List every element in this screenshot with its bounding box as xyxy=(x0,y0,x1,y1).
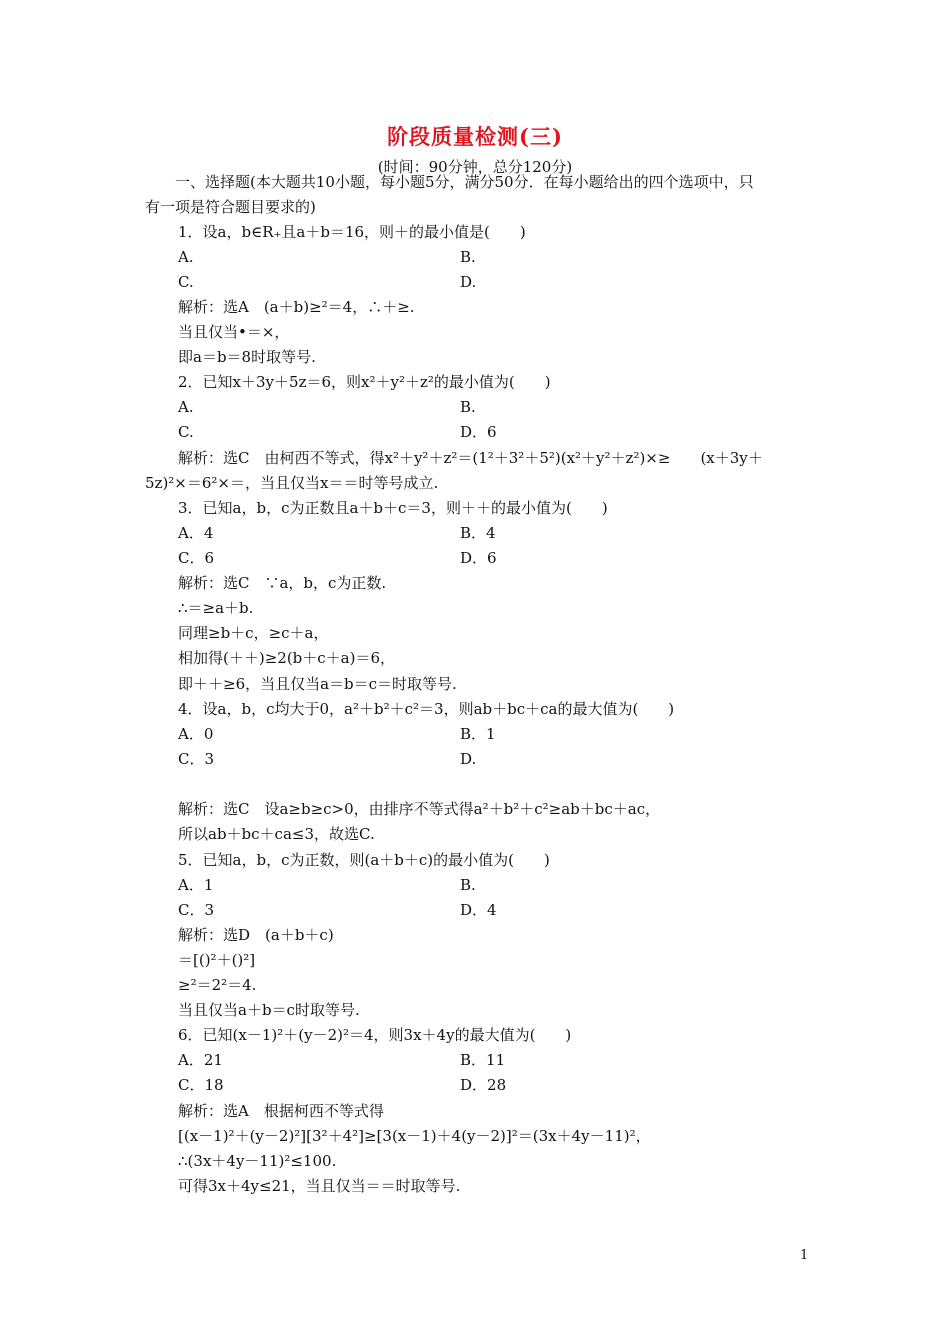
line-text: 1．设a，b∈R₊且a＋b＝16，则＋的最小值是( ) xyxy=(178,223,526,241)
line-text: 6．已知(x－1)²＋(y－2)²＝4，则3x＋4y的最大值为( ) xyxy=(178,1026,572,1044)
option-right: B．1 xyxy=(460,725,496,743)
line-text: 解析：选C 设a≥b≥c>0，由排序不等式得a²＋b²＋c²≥ab＋bc＋ac， xyxy=(178,800,661,818)
line-text: 5z)²×＝6²×＝，当且仅当x＝＝时等号成立. xyxy=(145,474,439,492)
line-text: ≥²＝2²＝4. xyxy=(178,976,257,994)
text-line xyxy=(178,950,255,970)
text-line xyxy=(178,372,551,392)
line-text: 5．已知a，b，c为正数，则(a＋b＋c)的最小值为( ) xyxy=(178,851,550,869)
exam-subtitle: (时间：90分钟，总分120分) xyxy=(377,158,573,176)
option-right: D．28 xyxy=(460,1076,507,1094)
text-line xyxy=(178,1176,460,1196)
text-line xyxy=(178,1050,223,1070)
text-line xyxy=(178,699,674,719)
text-line xyxy=(178,297,415,317)
text-line xyxy=(178,623,328,643)
line-text: A．21 xyxy=(178,1051,223,1069)
text-line xyxy=(178,247,194,267)
text-line xyxy=(178,1151,336,1171)
option-right: B．4 xyxy=(460,524,496,542)
line-text: 2．已知x＋3y＋5z＝6，则x²＋y²＋z²的最小值为( ) xyxy=(178,373,551,391)
line-text: 同理≥b＋c，≥c＋a， xyxy=(178,624,329,642)
text-line xyxy=(178,448,763,468)
text-line xyxy=(145,197,316,217)
line-text: 解析：选C 由柯西不等式，得x²＋y²＋z²＝(1²＋3²＋5²)(x²＋y²＋z²)×≥ (x＋3y＋ xyxy=(178,449,763,467)
line-text: A．0 xyxy=(178,725,214,743)
option-right: D．6 xyxy=(460,423,497,441)
text-line xyxy=(178,648,395,668)
option-right: D．4 xyxy=(460,901,497,919)
text-line xyxy=(160,172,754,192)
text-line xyxy=(178,523,213,543)
line-text: ∴(3x＋4y－11)²≤100. xyxy=(178,1152,337,1170)
text-line xyxy=(178,598,253,618)
text-line xyxy=(178,875,213,895)
line-text: 即＋＋≥6，当且仅当a＝b＝c＝时取等号. xyxy=(178,675,457,693)
text-line xyxy=(178,674,457,694)
line-text: 相加得(＋＋)≥2(b＋c＋a)＝6， xyxy=(178,649,396,667)
text-line xyxy=(178,1025,571,1045)
line-text: 3．已知a，b，c为正数且a＋b＋c＝3，则＋＋的最小值为( ) xyxy=(178,499,608,517)
text-line xyxy=(178,573,386,593)
line-text: 所以ab＋bc＋ca≤3，故选C. xyxy=(178,825,375,843)
line-text: 解析：选A 根据柯西不等式得 xyxy=(178,1102,384,1120)
line-text: 当且仅当•＝×， xyxy=(178,323,290,341)
line-text: 解析：选D (a＋b＋c) xyxy=(178,926,334,944)
line-text: C．3 xyxy=(178,750,215,768)
option-right: B. xyxy=(460,398,476,416)
page-number: 1 xyxy=(800,1248,809,1263)
text-line xyxy=(178,422,194,442)
text-line xyxy=(178,925,334,945)
line-text: A．1 xyxy=(178,876,214,894)
text-line xyxy=(178,724,213,744)
line-text: C．6 xyxy=(178,549,215,567)
line-text: C．18 xyxy=(178,1076,224,1094)
line-text: A. xyxy=(178,398,194,416)
line-text: A. xyxy=(178,248,194,266)
text-line xyxy=(178,975,256,995)
line-text: ＝[()²＋()²] xyxy=(178,951,256,969)
text-line xyxy=(178,498,608,518)
text-line xyxy=(178,397,194,417)
line-text: 4．设a，b，c均大于0，a²＋b²＋c²＝3，则ab＋bc＋ca的最大值为( ) xyxy=(178,700,675,718)
text-line xyxy=(178,222,526,242)
option-right: D．6 xyxy=(460,549,497,567)
line-text: 解析：选A (a＋b)≥²＝4，∴＋≥. xyxy=(178,298,415,316)
text-line xyxy=(178,824,375,844)
line-text: C．3 xyxy=(178,901,215,919)
line-text: [(x－1)²＋(y－2)²][3²＋4²]≥[3(x－1)＋4(y－2)]²＝(3x＋4y－11)²， xyxy=(178,1127,651,1145)
text-line xyxy=(178,1126,651,1146)
line-text: A．4 xyxy=(178,524,214,542)
text-line xyxy=(178,900,214,920)
line-text: C. xyxy=(178,423,194,441)
line-text: 当且仅当a＋b＝c时取等号. xyxy=(178,1001,360,1019)
option-right: D. xyxy=(460,273,477,291)
line-text: 可得3x＋4y≤21，当且仅当＝＝时取等号. xyxy=(178,1177,461,1195)
line-text: 即a＝b＝8时取等号. xyxy=(178,348,316,366)
line-text: 一、选择题(本大题共10小题，每小题5分，满分50分．在每小题给出的四个选项中，只 xyxy=(160,173,754,191)
option-right: B. xyxy=(460,876,476,894)
option-right: B. xyxy=(460,248,476,266)
text-line xyxy=(178,548,214,568)
text-line xyxy=(178,272,194,292)
text-line xyxy=(178,347,316,367)
line-text: ∴＝≥a＋b. xyxy=(178,599,254,617)
line-text: C. xyxy=(178,273,194,291)
text-line xyxy=(178,1000,360,1020)
text-line xyxy=(178,850,550,870)
text-line xyxy=(145,473,438,493)
text-line xyxy=(178,1075,224,1095)
text-line xyxy=(178,322,289,342)
text-line xyxy=(178,1101,384,1121)
line-text: 解析：选C ∵a，b，c为正数. xyxy=(178,574,387,592)
option-right: D. xyxy=(460,750,477,768)
line-text: 有一项是符合题目要求的) xyxy=(145,198,316,216)
page-title: 阶段质量检测(三) xyxy=(387,124,563,149)
text-line xyxy=(178,749,214,769)
text-line xyxy=(178,799,660,819)
option-right: B．11 xyxy=(460,1051,506,1069)
